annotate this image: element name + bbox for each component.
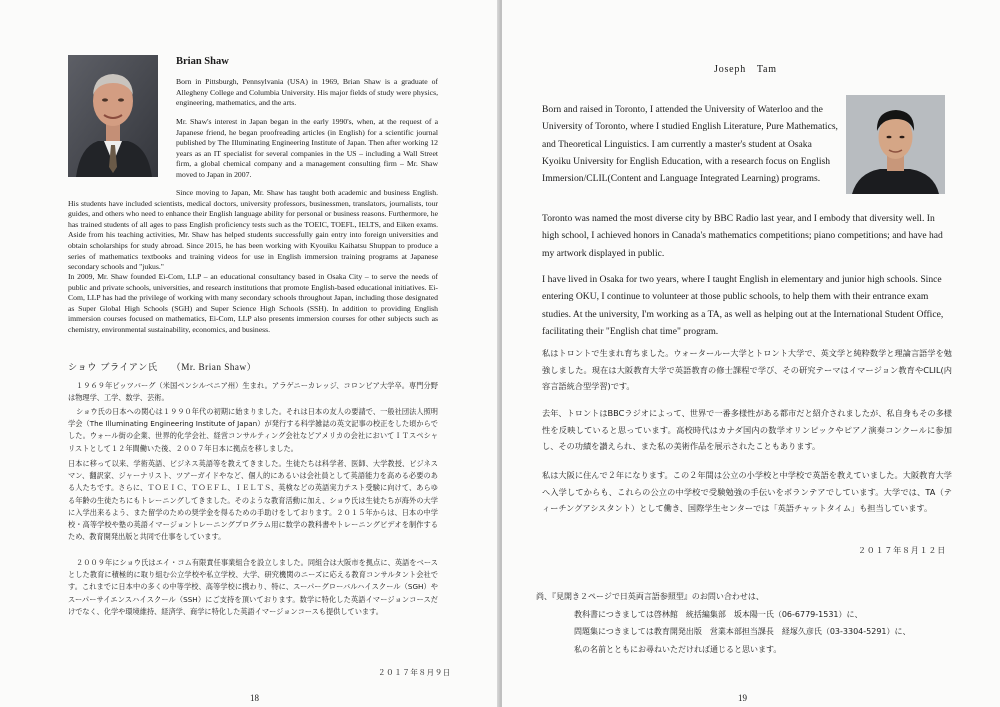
bio-en-paragraph-1: Born in Pittsburgh, Pennsylvania (USA) in 1969, Brian Shaw is a graduate of Allegheny College and Columbia University. His major fields of study were physics, engineering, mathematics, and the arts. <box>176 77 438 108</box>
joseph-tam-photo <box>846 95 945 194</box>
bio-en-paragraph-4: In 2009, Mr. Shaw founded Ei-Com, LLP – an educational consultancy based in Osaka City – to serve the needs of public and private schools, universities, and research institutions that promote English-based educational initiatives. Ei-Com, LLP has had the privilege of working with many secondary schools throughout Japan, including those designated as Super Global High Schools (SGH) and Super Science High Schools (SSH). In addition to providing English immersion courses focused on mathematics, Ei-Com, LLP also presents immersion courses for other subjects such as chemistry, environmental sustainability, economics, and business. <box>68 272 438 334</box>
tam-bio-jp-paragraph-1: 私はトロントで生まれ育ちました。ウォータールー大学とトロント大学で、英文学と純粋数学と理論言語学を勉強しました。現在は大阪教育大学で英語教育の修士課程で学び、その研究テーマはイマージョン教育やCLIL(内容言語統合型学習)です。 <box>542 348 952 391</box>
jp-title-english: （Mr. Brian Shaw） <box>171 362 257 372</box>
tam-bio-en-paragraph-2: Toronto was named the most diverse city by BBC Radio last year, and I embody that diversity well. In high school, I achieved honors in Canada's mathematics competitions; piano competitions; and have had my artwork displayed in public. <box>542 213 943 259</box>
inquiry-block <box>536 588 966 658</box>
page-right <box>502 0 1000 707</box>
bio-jp-paragraph-4: ２００９年にショウ氏はエイ・コム有限責任事業組合を設立しました。同組合は大阪市を拠点に、英語をベースとした教育に積極的に取り組む公立学校や私立学校、大学、研究機関のニーズに応える教育コンサルタント会社です。これまでに日本中の多くの中等学校、高等学校に携わり、特に、スーパーグローバルハイスクール（SGH）やスーパーサイエンスハイスクール（SSH）にご支持を頂いております。数学に特化した英語イマージョンコースだけでなく、化学や環境維持、経済学、商学に特化した英語イマージョンコースも提供しています。 <box>68 558 438 616</box>
date-right: ２０１７年８月１２日 <box>858 546 946 555</box>
inquiry-line-2: 教科書につきましては啓林館 統括編集部 坂本陽一氏（06-6779-1531）に、 <box>574 609 863 619</box>
bio-en-paragraph-2: Mr. Shaw's interest in Japan began in the early 1990's, when, at the request of a Japanese friend, he began proofreading articles (in English) for a scientific journal published by The Illuminating Engineering Institute of Japan. Then after working 12 years as an IT specialist for several companies in the US – including a Wall Street firm, a global chemical company and a management consulting firm – Mr. Shaw moved to Japan in 2007. <box>176 117 438 179</box>
inquiry-line-4: 私の名前とともにお尋ねいただければ通じると思います。 <box>574 644 782 654</box>
bio-jp-paragraph-1: １９６９年ピッツバーグ（米国ペンシルベニア州）生まれ。アラゲニーカレッジ、コロンビア大学卒。専門分野は物理学、工学、数学、芸術。 <box>68 381 438 403</box>
date-left: ２０１７年８月９日 <box>378 668 451 677</box>
jp-title-name: ショウ ブライアン氏 <box>68 362 158 373</box>
page-number-right: 19 <box>738 693 747 703</box>
tam-bio-en-paragraph-3: I have lived in Osaka for two years, where I taught English in elementary and junior high schools. Since entering OKU, I continue to volunteer at those public schools, to help them with their entrance exam studies. At the university, I'm working as a TA, as well as helping out at the International Student Office, facilitating their "English chat time" program. <box>542 274 944 337</box>
brian-shaw-photo <box>68 55 158 177</box>
page-number-left: 18 <box>250 693 259 703</box>
tam-bio-jp-paragraph-3: 私は大阪に住んで２年になります。この２年間は公立の小学校と中学校で英語を教えていました。大阪教育大学へ入学してからも、これらの公立の中学校で受験勉強の手伝いをボランテアでしています。大学では、TA（ティーチングアシスタント）として働き、国際学生センターでは「英語チャットタイム」も担当しています。 <box>542 470 952 513</box>
jp-section-title <box>68 359 256 373</box>
tam-bio-en-paragraph-1: Born and raised in Toronto, I attended the University of Waterloo and the University of Toronto, where I studied English Literature, Pure Mathematics, and Theoretical Linguistics. I am currently a master's student at Osaka Kyoiku University for English Education, with a research focus on English Immersion/CLIL(Content and Language Integrated Learning) programs. <box>542 104 838 185</box>
bio-en-paragraph-3: Since moving to Japan, Mr. Shaw has taught both academic and business English. His students have included scientists, medical doctors, university professors, businessmen, translators, journalists, tour guides, and others who need to enhance their English language ability for personal or business reasons. Furthermore, he has trained students of all ages to pass English proficiency tests such as the TOEIC, TOEFL, IELTS, and Eiken exams. Aside from his teaching activities, Mr. Shaw has helped students successfully gain entry into foreign universities and obtain scholarships for study abroad. Since 2015, he has been working with Kyouiku Kaihatsu Shuppan to produce a series of mathematics textbooks and training videos for use in English immersion training programs at Japanese secondary schools and "jukus." <box>68 188 438 272</box>
tam-bio-jp-paragraph-2: 去年、トロントはBBCラジオによって、世界で一番多様性がある都市だと紹介されましたが、私自身もその多様性を反映していると思っています。高校時代はカナダ国内の数学オリンピックやピアノ演奏コンクールに参加し、その功績を讃えられ、また私の美術作品を展示されたこともあります。 <box>542 408 952 451</box>
bio-jp-paragraph-2: ショウ氏の日本への関心は１９９０年代の初期に始まりました。それは日本の友人の要請で、一般社団法人照明学会（The Illuminating Engineering Institute of Japan）が発行する科学雑誌の英文記事の校正をした頃からでした。ウォール街の企業、世界的化学会社、経営コンサルティング会社などアメリカの会社においてＩＴスペシャリストとして１２年間働いた後、２００７年日本に拠点を移しました。 <box>68 407 438 453</box>
inquiry-line-1: 尚、『見開き２ページで日英両言語参照型』のお問い合わせは、 <box>536 592 764 601</box>
brian-shaw-name: Brian Shaw <box>176 56 229 67</box>
joseph-tam-name: Joseph Tam <box>714 64 777 75</box>
bio-jp-paragraph-3: 日本に移って以来、学術英語、ビジネス英語等を教えてきました。生徒たちは科学者、医師、大学教授、ビジネスマン、翻訳家、ジャーナリスト、ツアーガイドやなど、個人的にあるいは会社員として英語能力を高める必要のある人たちです。さらに、ＴＯＥＩＣ、ＴＯＥＦＬ、ＩＥＬＴＳ、英検などの英語実力テスト受験に向けて、あらゆる年齢の生徒たちにもトレーニングしてきました。そのような教育活動に加え、ショウ氏は生徒たちが海外の大学に入学出来るよう、また留学のための奨学金を得るための手助けをしております。２０１５年からは、日本の中学校・高等学校や塾の英語イマージョントレーニングプログラム用に数学の教科書やトレーニングビデオを制作するため、教育開発出版と共同で仕事をしています。 <box>68 459 438 542</box>
inquiry-line-3: 問題集につきましては教育開発出版 営業本部担当課長 経塚久彦氏（03-3304-5291）に、 <box>574 627 911 636</box>
